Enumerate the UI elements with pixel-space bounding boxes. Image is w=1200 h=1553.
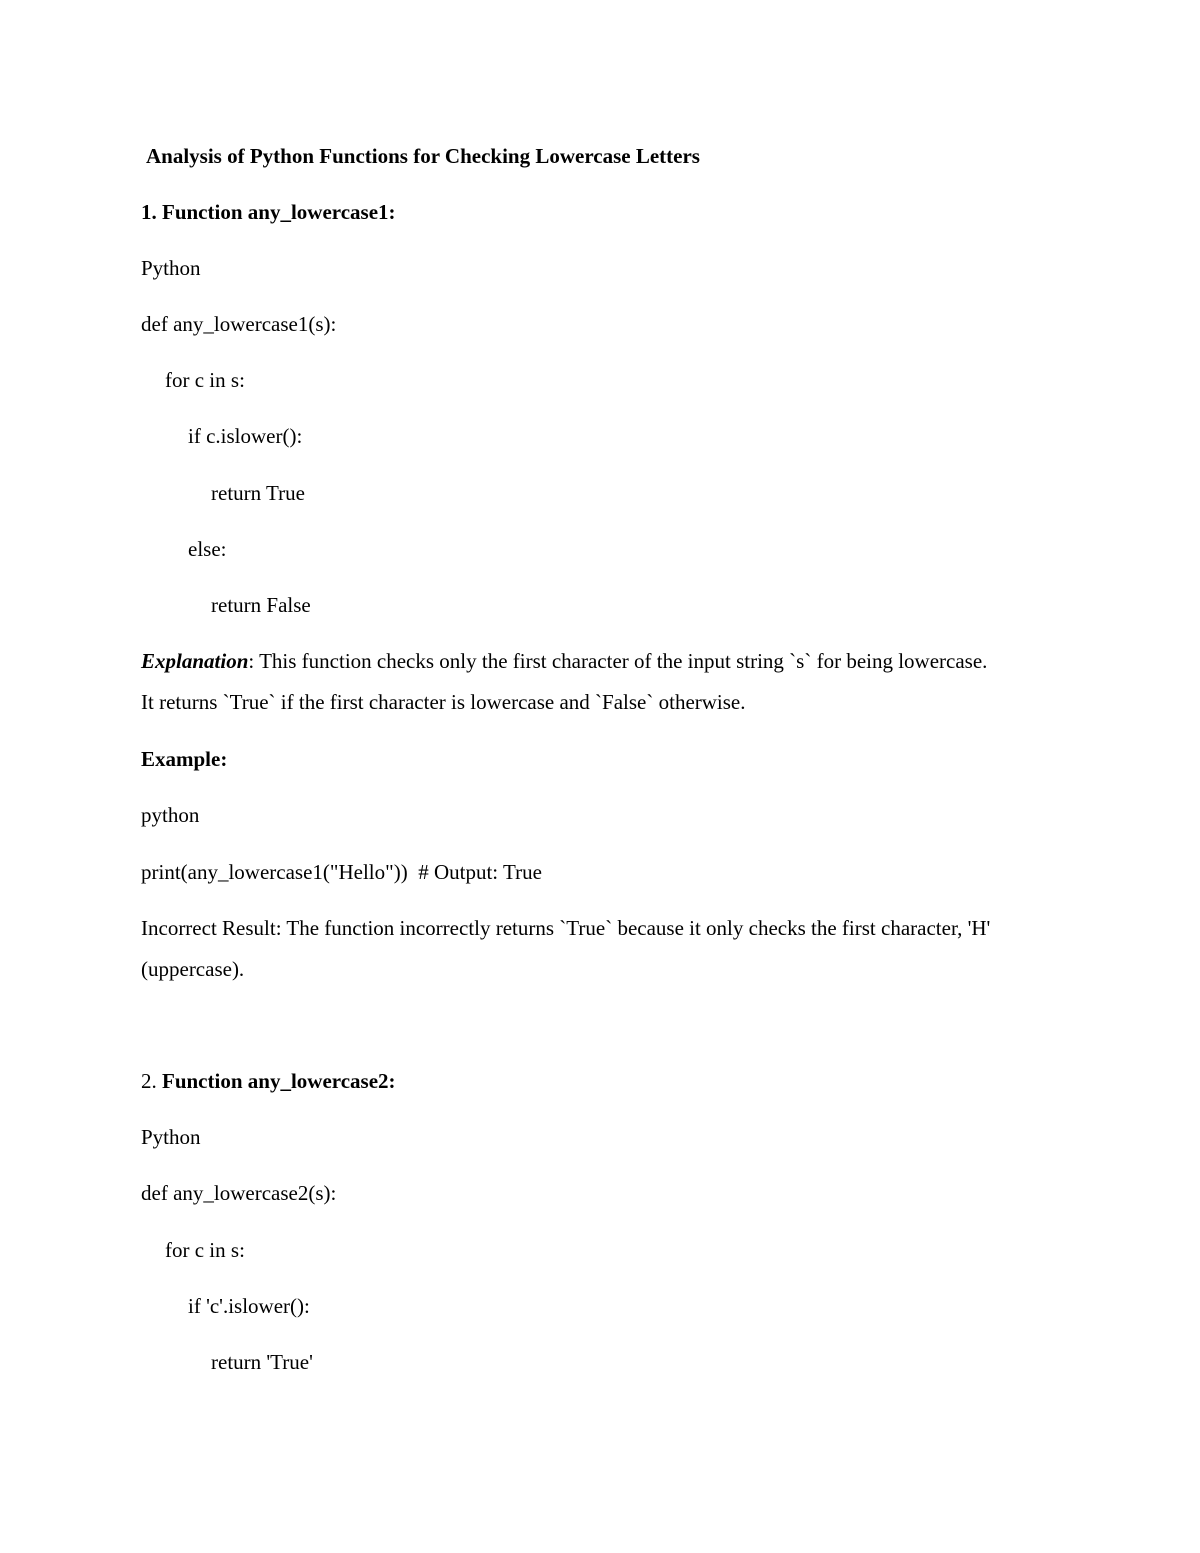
code-line: def any_lowercase2(s): — [141, 1181, 337, 1205]
code-line: for c in s: — [165, 368, 245, 392]
section-2-title: Function any_lowercase2: — [162, 1069, 396, 1093]
example-language-label: python — [141, 803, 200, 827]
document-title: Analysis of Python Functions for Checking Lowercase Letters — [146, 144, 700, 168]
section-2-language-label: Python — [141, 1125, 201, 1149]
code-line: return True — [211, 481, 305, 505]
example-code-line: print(any_lowercase1("Hello")) # Output: True — [141, 860, 542, 884]
explanation-text: : This function checks only the first character of the input string `s` for being lowercase. It returns `True` if the first character is lowercase and `False` otherwise. — [141, 649, 988, 714]
section-1-heading: 1. Function any_lowercase1: — [141, 200, 396, 224]
example-label: Example: — [141, 747, 228, 771]
section-2-heading — [141, 1071, 396, 1092]
explanation-label: Explanation — [141, 649, 249, 673]
code-line: if 'c'.islower(): — [188, 1294, 310, 1318]
section-2-number: 2. — [141, 1069, 162, 1093]
code-line: if c.islower(): — [188, 424, 303, 448]
code-line: def any_lowercase1(s): — [141, 312, 337, 336]
code-line: for c in s: — [165, 1238, 245, 1262]
explanation-paragraph — [141, 641, 1001, 723]
code-line: else: — [188, 537, 227, 561]
section-1-language-label: Python — [141, 256, 201, 280]
code-line: return False — [211, 593, 311, 617]
code-line: return 'True' — [211, 1350, 313, 1374]
incorrect-result-paragraph: Incorrect Result: The function incorrectly returns `True` because it only checks the first character, 'H' (uppercase). — [141, 916, 991, 981]
